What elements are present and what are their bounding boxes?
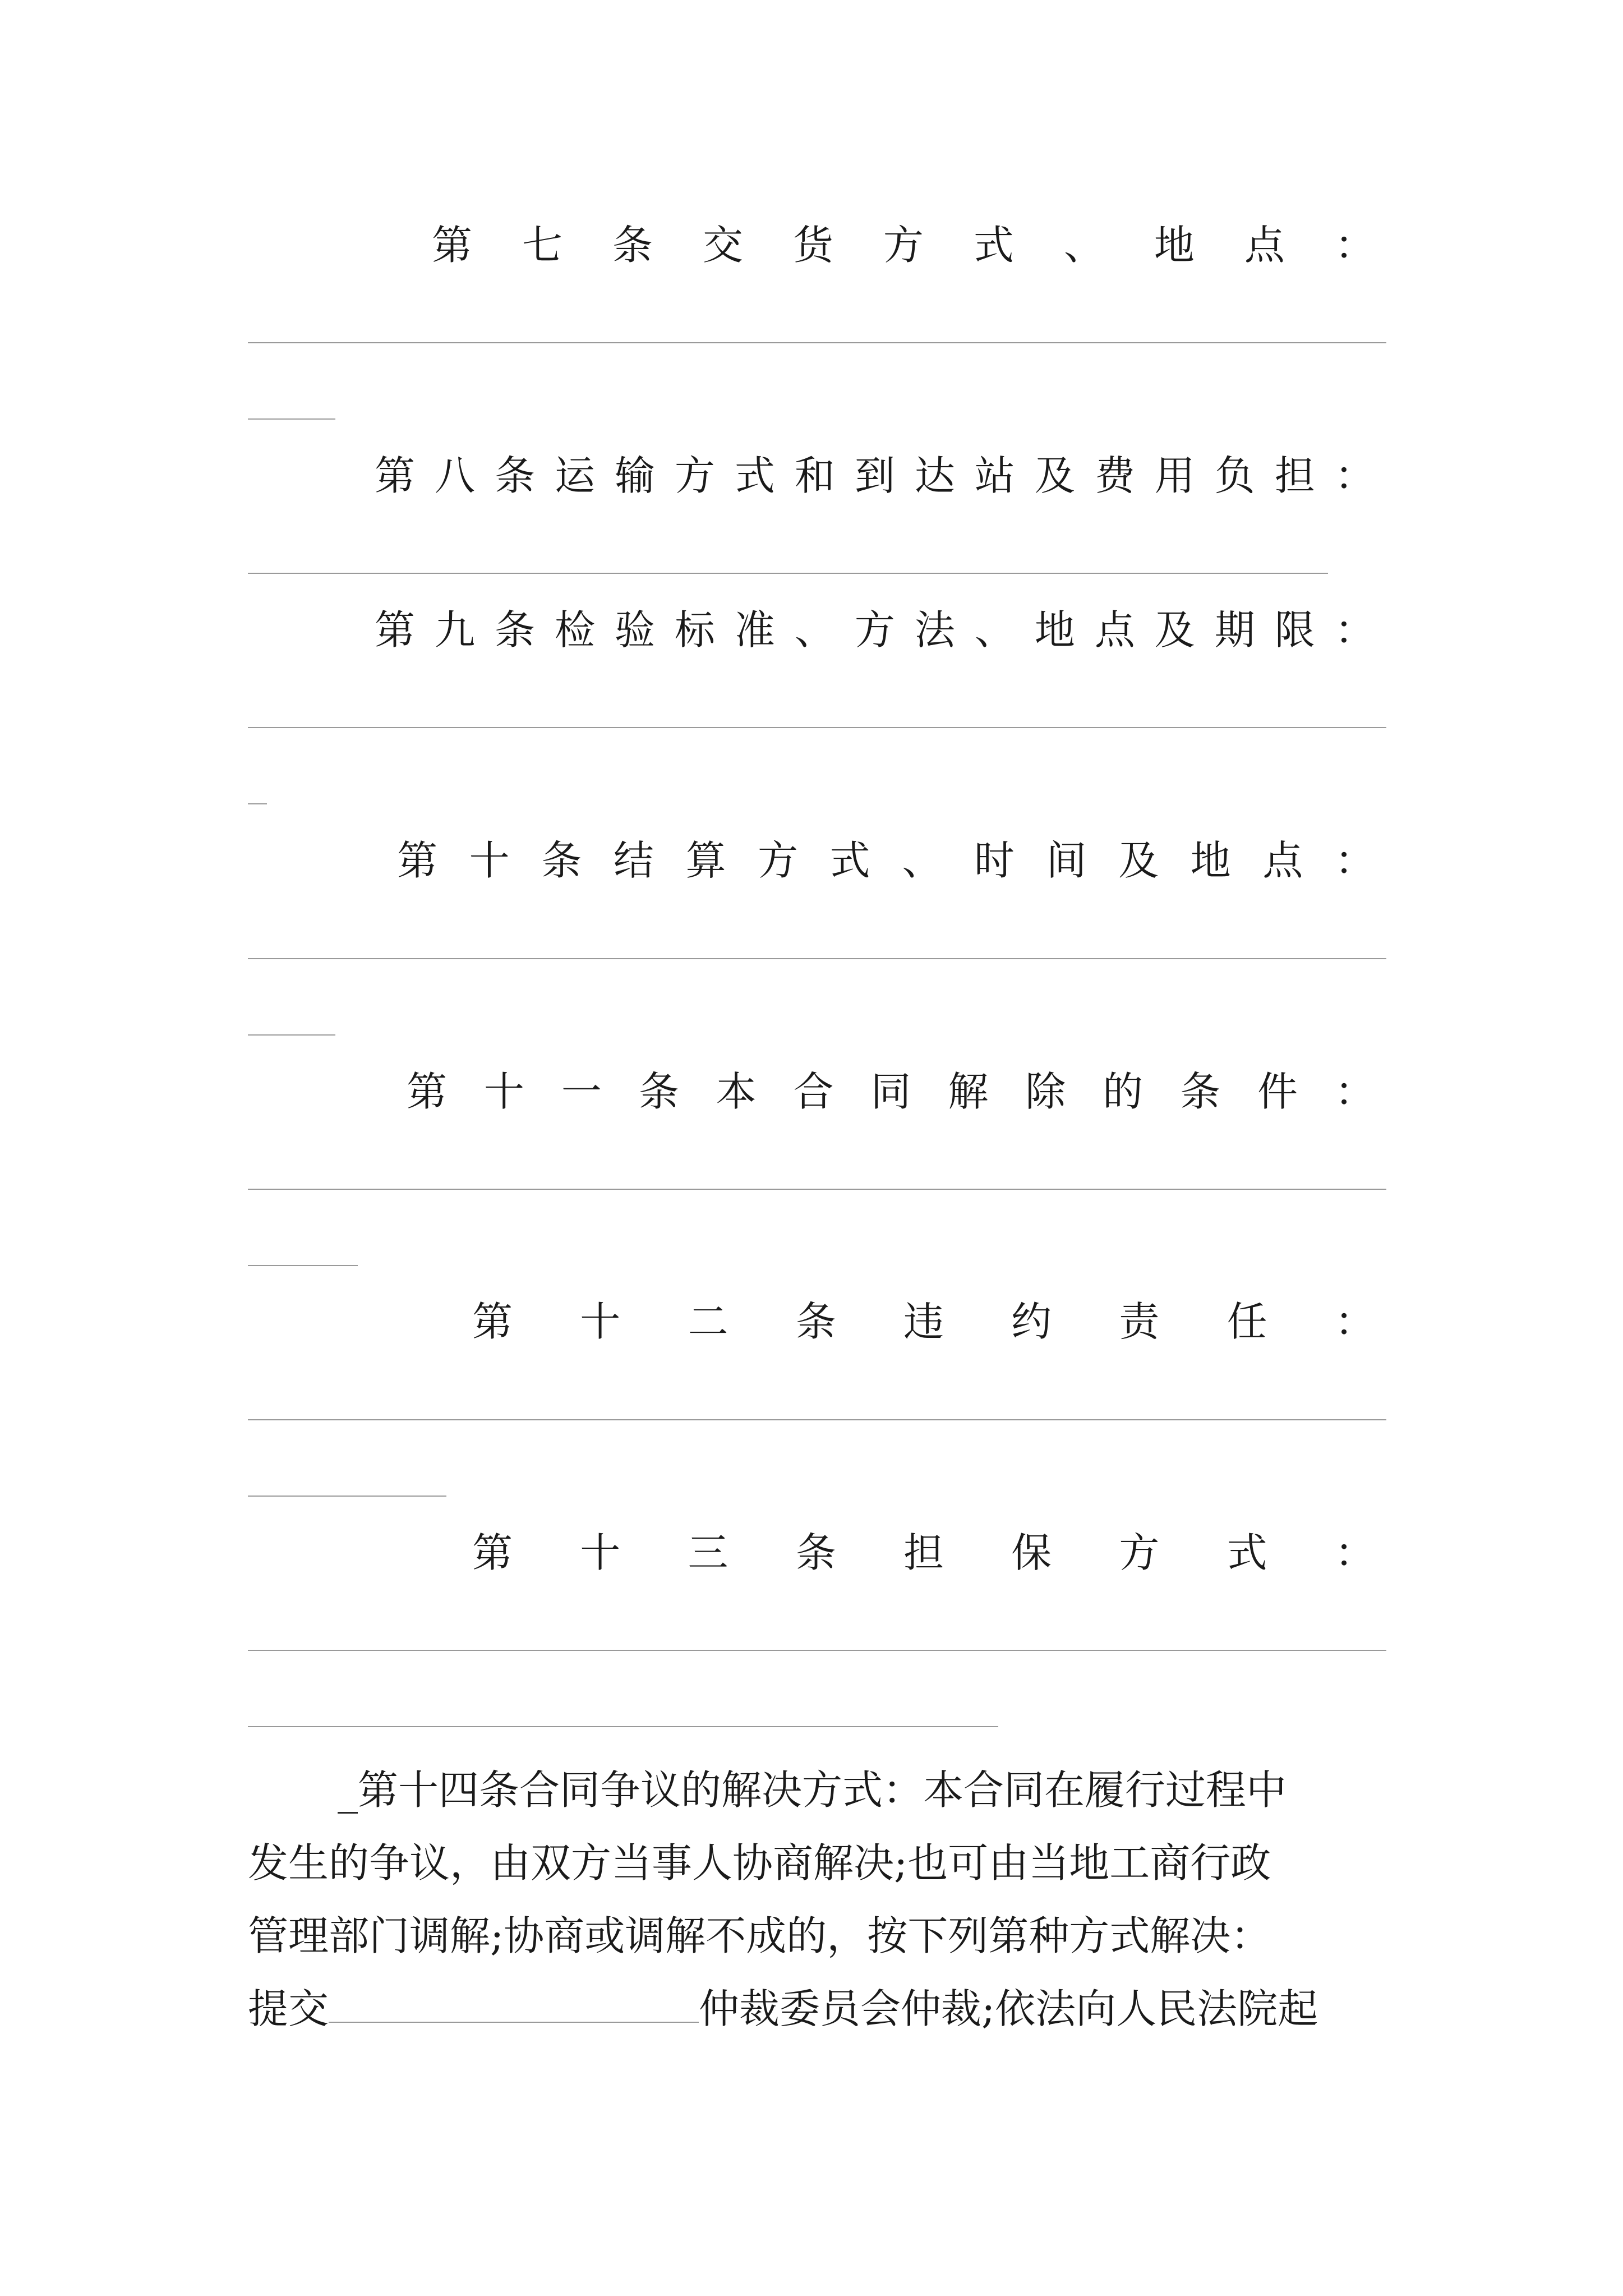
clause-8-char: 负: [1214, 452, 1255, 499]
clause-12-char: 约: [1011, 1298, 1052, 1345]
clause-9-char: 法: [914, 606, 955, 654]
clause-14-line-2: 发生的争议，由双方当事人协商解决;也可由当地工商行政: [248, 1839, 1271, 1887]
clause-8-heading: [375, 449, 1375, 503]
clause-9-char: 方: [854, 606, 895, 654]
clause-7-char: 条: [612, 222, 653, 269]
clause-8-char: 输: [614, 452, 655, 499]
clause-9-char: 标: [674, 606, 715, 654]
clause-13-char: ：: [1334, 1529, 1375, 1576]
clause-11-char: 十: [483, 1068, 524, 1115]
clause-7-char: 地: [1154, 222, 1195, 269]
clause-7-char: 货: [792, 222, 833, 269]
clause-10-char: 条: [541, 837, 582, 884]
clause-9-char: 期: [1214, 606, 1255, 654]
clause-11-blank-line[interactable]: [248, 1189, 1386, 1190]
clause-10-char: 式: [829, 837, 870, 884]
clause-13-char: 式: [1227, 1529, 1267, 1576]
clause-11-char: 第: [407, 1068, 448, 1115]
arbitration-committee-blank[interactable]: [329, 1988, 699, 2023]
clause-9-char: 验: [614, 606, 655, 654]
clause-7-blank-line-cont[interactable]: [248, 418, 335, 420]
clause-8-char: 条: [494, 452, 535, 499]
clause-12-char: ：: [1334, 1298, 1375, 1345]
clause-13-char: 十: [580, 1529, 621, 1576]
clause-12-char: 任: [1227, 1298, 1267, 1345]
clause-8-char: 用: [1154, 452, 1195, 499]
clause-10-blank-line-cont[interactable]: [248, 1034, 335, 1036]
clause-7-char: 交: [702, 222, 743, 269]
clause-10-char: 、: [902, 837, 943, 884]
clause-8-char: 式: [734, 452, 775, 499]
clause-10-char: 地: [1190, 837, 1231, 884]
clause-13-blank-line[interactable]: [248, 1650, 1386, 1651]
clause-9-char: 第: [375, 606, 416, 654]
clause-13-blank-line-cont[interactable]: [248, 1726, 998, 1727]
clause-9-char: 检: [554, 606, 595, 654]
clause-9-char: 地: [1034, 606, 1075, 654]
clause-7-blank-line[interactable]: [248, 342, 1386, 343]
clause-9-char: 、: [974, 606, 1015, 654]
clause-13-char: 条: [795, 1529, 836, 1576]
clause-14-paragraph: [248, 1754, 1386, 2045]
clause-11-blank-line-cont[interactable]: [248, 1265, 358, 1266]
clause-14-submit-text: 提交: [248, 1985, 329, 2032]
clause-11-char: ：: [1334, 1068, 1375, 1115]
clause-10-heading: [397, 834, 1375, 887]
clause-7-char: 七: [522, 222, 562, 269]
clause-8-char: 到: [854, 452, 895, 499]
clause-11-char: 条: [1180, 1068, 1221, 1115]
clause-9-blank-line[interactable]: [248, 727, 1386, 728]
clause-7-char: 方: [883, 222, 924, 269]
clause-12-char: 责: [1119, 1298, 1160, 1345]
clause-14-arbitration-text: 仲裁委员会仲裁;依法向人民法院起: [699, 1985, 1318, 2032]
clause-7-char: 、: [1063, 222, 1104, 269]
clause-8-char: 和: [794, 452, 835, 499]
clause-11-char: 解: [948, 1068, 989, 1115]
clause-12-char: 第: [472, 1298, 513, 1345]
clause-11-char: 本: [716, 1068, 757, 1115]
clause-12-char: 二: [688, 1298, 728, 1345]
clause-10-char: 及: [1118, 837, 1159, 884]
clause-10-char: 十: [469, 837, 510, 884]
clause-7-char: 式: [973, 222, 1014, 269]
clause-8-char: 担: [1274, 452, 1315, 499]
clause-12-char: 违: [903, 1298, 944, 1345]
clause-12-blank-line[interactable]: [248, 1419, 1386, 1420]
clause-12-char: 十: [580, 1298, 621, 1345]
clause-8-char: 第: [375, 452, 416, 499]
clause-11-char: 件: [1257, 1068, 1298, 1115]
clause-10-blank-line[interactable]: [248, 958, 1386, 959]
clause-9-char: 点: [1094, 606, 1135, 654]
clause-7-char: ：: [1334, 222, 1375, 269]
clause-9-heading: [375, 603, 1375, 657]
clause-8-char: 八: [434, 452, 475, 499]
clause-9-char: 条: [494, 606, 535, 654]
clause-8-char: 及: [1034, 452, 1075, 499]
clause-7-char: 第: [432, 222, 473, 269]
clause-10-char: 算: [685, 837, 726, 884]
clause-10-char: 方: [758, 837, 799, 884]
clause-11-char: 条: [638, 1068, 679, 1115]
clause-9-char: ：: [1334, 606, 1375, 654]
clause-11-heading: [407, 1065, 1375, 1119]
clause-7-char: 点: [1244, 222, 1285, 269]
clause-12-char: 条: [795, 1298, 836, 1345]
clause-10-char: 第: [397, 837, 438, 884]
clause-10-char: 间: [1046, 837, 1087, 884]
clause-9-char: 、: [794, 606, 835, 654]
clause-10-char: 点: [1262, 837, 1303, 884]
clause-13-char: 担: [903, 1529, 944, 1576]
clause-10-char: 时: [974, 837, 1015, 884]
clause-13-heading: [472, 1526, 1375, 1580]
clause-14-line-1: _第十四条合同争议的解决方式：本合同在履行过程中: [338, 1766, 1287, 1814]
clause-7-heading: [432, 218, 1375, 272]
clause-9-char: 限: [1274, 606, 1315, 654]
clause-11-char: 除: [1025, 1068, 1066, 1115]
clause-9-char: 九: [434, 606, 475, 654]
clause-9-blank-line-cont[interactable]: [248, 803, 267, 804]
clause-8-char: 运: [554, 452, 595, 499]
clause-11-char: 同: [870, 1068, 911, 1115]
clause-8-blank-line[interactable]: [248, 573, 1328, 574]
clause-14-line-3: 管理部门调解;协商或调解不成的，按下列第种方式解决：: [248, 1912, 1271, 1959]
clause-13-char: 第: [472, 1529, 513, 1576]
clause-10-char: 结: [613, 837, 654, 884]
clause-8-char: 站: [974, 452, 1015, 499]
clause-11-char: 合: [793, 1068, 834, 1115]
clause-14-line-4: [248, 1972, 1386, 2045]
clause-13-char: 保: [1011, 1529, 1052, 1576]
clause-9-char: 及: [1154, 606, 1195, 654]
clause-12-blank-line-cont[interactable]: [248, 1496, 446, 1497]
clause-8-char: 方: [674, 452, 715, 499]
clause-8-char: 达: [914, 452, 955, 499]
clause-12-heading: [472, 1295, 1375, 1349]
clause-13-char: 三: [688, 1529, 728, 1576]
clause-9-char: 准: [734, 606, 775, 654]
clause-8-char: 费: [1094, 452, 1135, 499]
clause-11-char: 一: [561, 1068, 602, 1115]
clause-11-char: 的: [1103, 1068, 1144, 1115]
clause-8-char: ：: [1334, 452, 1375, 499]
clause-10-char: ：: [1334, 837, 1375, 884]
clause-13-char: 方: [1119, 1529, 1160, 1576]
